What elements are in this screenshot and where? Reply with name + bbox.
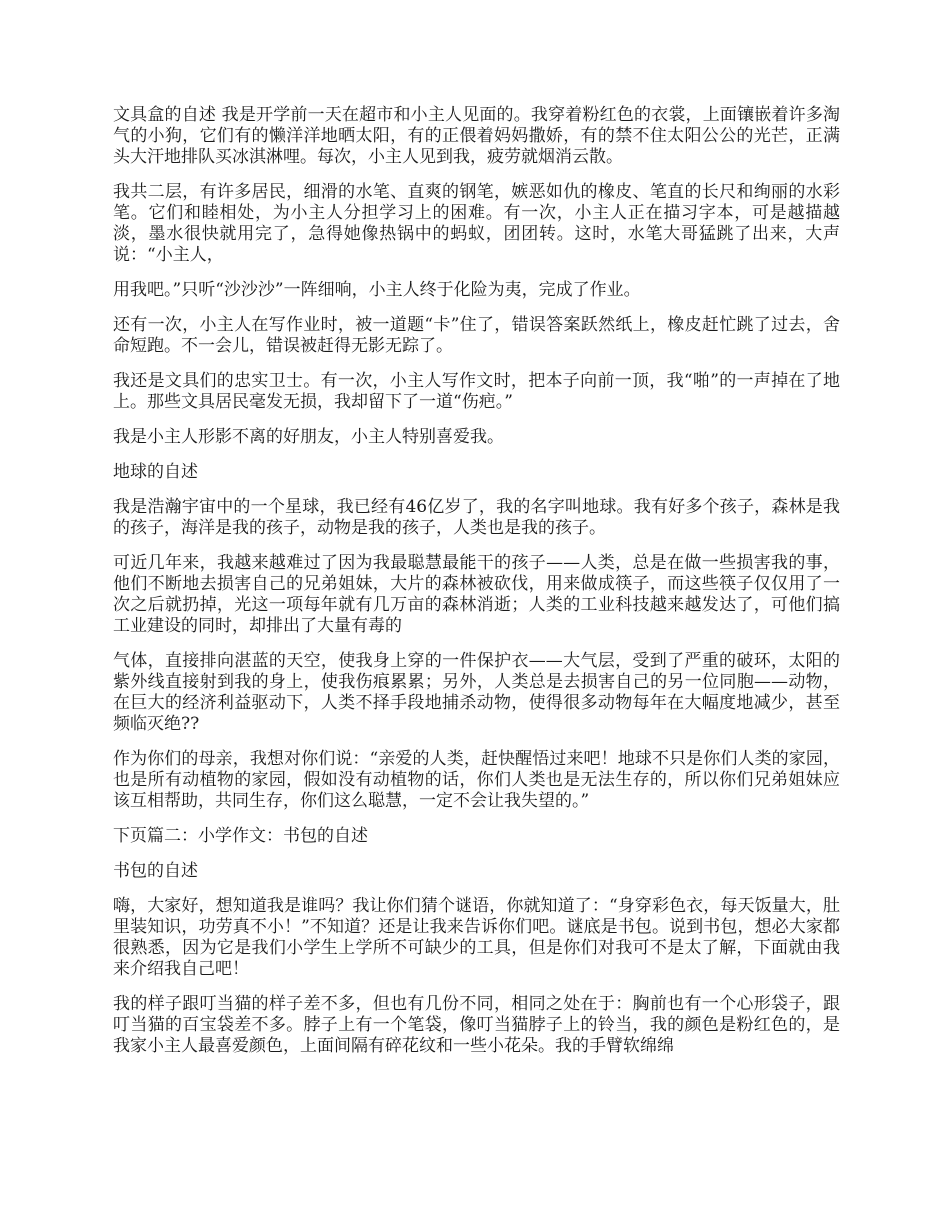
- paragraph-good-friend: 我是小主人形影不离的好朋友，小主人特别喜爱我。: [113, 427, 504, 447]
- paragraph-schoolbag-appearance: 我的样子跟叮当猫的样子差不多，但也有几份不同，相同之处在于：胸前也有一个心形袋子，跟叮当猫的百宝袋差不多。脖子上有一个笔袋，像叮当猫脖子上的铃当，我的颜色是粉红色的，是我家小主人最喜爱颜色，上面间隔有碎花纹和一些小花朵。我的手臂软绵绵: [113, 994, 840, 1056]
- document-page: [113, 105, 840, 1071]
- paragraph-eraser-helps: 还有一次，小主人在写作业时，被一道题“卡”住了，错误答案跃然纸上，橡皮赶忙跳了过去，舍命短跑。不一会儿，错误被赶得无影无踪了。: [113, 315, 840, 356]
- paragraph-earth-atmosphere: 气体，直接排向湛蓝的天空，使我身上穿的一件保护衣——大气层，受到了严重的破环，太阳的紫外线直接射到我的身上，使我伤痕累累；另外，人类总是去损害自己的另一位同胞——动物，在巨大的经济利益驱动下，人类不择手段地捕杀动物，使得很多动物每年在大幅度地减少，甚至频临灭绝??: [113, 651, 840, 734]
- paragraph-schoolbag-riddle: 嗨，大家好，想知道我是谁吗？我让你们猜个谜语，你就知道了：“身穿彩色衣，每天饭量大，肚里装知识，功劳真不小！”不知道？还是让我来告诉你们吧。谜底是书包。说到书包，想必大家都很熟悉，因为它是我们小学生上学所不可缺少的工具，但是你们对我可不是太了解，下面就由我来介绍我自己吧！: [113, 896, 840, 979]
- paragraph-earth-forests: 可近几年来，我越来越难过了因为我最聪慧最能干的孩子——人类，总是在做一些损害我的事，他们不断地去损害自己的兄弟姐妹，大片的森林被砍伐，用来做成筷子，而这些筷子仅仅用了一次之后就扔掉，光这一项每年就有几万亩的森林消逝；人类的工业科技越来越发达了，可他们搞工业建设的同时，却排出了大量有毒的: [113, 553, 840, 636]
- paragraph-earth-mother: 作为你们的母亲，我想对你们说：“亲爱的人类，赶快醒悟过来吧！地球不只是你们人类的家园，也是所有动植物的家园，假如没有动植物的话，你们人类也是无法生存的，所以你们兄弟姐妹应该互相帮助，共同生存，你们这么聪慧，一定不会让我失望的。”: [113, 749, 840, 811]
- paragraph-loyal-guard: 我还是文具们的忠实卫士。有一次，小主人写作文时，把本子向前一顶，我“啪”的一声掉在了地上。那些文具居民毫发无损，我却留下了一道“伤疤。”: [113, 371, 840, 412]
- heading-earth: 地球的自述: [113, 462, 198, 482]
- heading-next-page: 下页篇二：小学作文：书包的自述: [113, 826, 368, 846]
- paragraph-stationery-box-intro: 文具盒的自述 我是开学前一天在超市和小主人见面的。我穿着粉红色的衣裳，上面镶嵌着许多淘气的小狗，它们有的懒洋洋地晒太阳，有的正偎着妈妈撒娇，有的禁不住太阳公公的光芒，正满头大汗地排队买冰淇淋哩。每次，小主人见到我，疲劳就烟消云散。: [113, 105, 840, 167]
- paragraph-earth-intro: 我是浩瀚宇宙中的一个星球，我已经有46亿岁了，我的名字叫地球。我有好多个孩子，森林是我的孩子，海洋是我的孩子，动物是我的孩子，人类也是我的孩子。: [113, 497, 840, 538]
- heading-schoolbag: 书包的自述: [113, 861, 198, 881]
- paragraph-stationery-box-residents: 我共二层，有许多居民，细滑的水笔、直爽的钢笔，嫉恶如仇的橡皮、笔直的长尺和绚丽的水彩笔。它们和睦相处，为小主人分担学习上的困难。有一次，小主人正在描习字本，可是越描越淡，墨水很快就用完了，急得她像热锅中的蚂蚁，团团转。这时，水笔大哥猛跳了出来，大声说：“小主人，: [113, 182, 840, 265]
- paragraph-pen-helps: 用我吧。”只听“沙沙沙”一阵细响，小主人终于化险为夷，完成了作业。: [113, 280, 641, 300]
